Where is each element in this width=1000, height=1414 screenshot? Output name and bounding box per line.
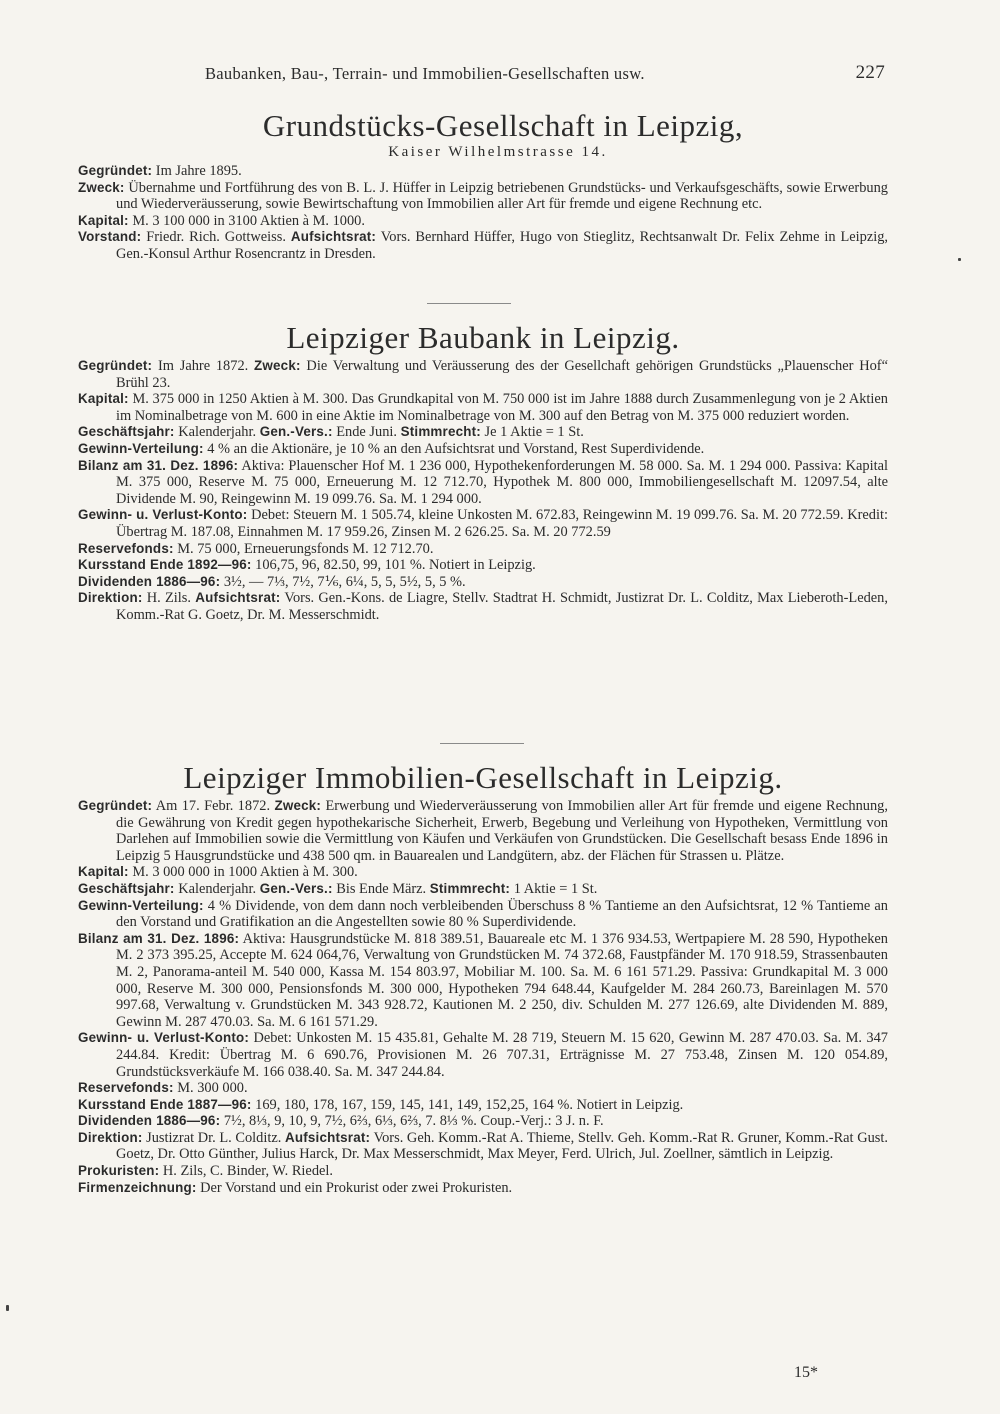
- company-title: Leipziger Baubank in Leipzig.: [286, 320, 680, 355]
- entry-label: Geschäftsjahr:: [78, 880, 175, 896]
- entry-label: Kapital:: [78, 391, 129, 407]
- entry-text: Übernahme und Fortführung des von B. L. J. Hüffer in Leipzig betriebenen Grundstücks- und Verkaufsgeschäfts, sowie Erwerbung und Wiederveräusserung, sowie Bewirtschaftung von Immobilien aller Art für fremde und eigene Rechnung etc.: [116, 179, 888, 213]
- entry-text: Vors. Bernhard Hüffer, Hugo von Stieglitz, Rechtsanwalt Dr. Felix Zehme in Leipzig, Gen.-Konsul Arthur Rosencrantz in Dresden.: [116, 229, 889, 262]
- entry-text: Justizrat Dr. L. Colditz.: [146, 1129, 282, 1146]
- section-divider: [440, 743, 524, 744]
- entry-label: Gegründet:: [78, 358, 153, 373]
- entry-label: Zweck:: [254, 358, 301, 373]
- entry-text: M. 3 100 000 in 3100 Aktien à M. 1000.: [132, 212, 365, 229]
- entry-paragraph: [78, 180, 888, 213]
- entry-paragraph: [78, 424, 888, 441]
- page-header: [205, 62, 885, 86]
- company-address: Kaiser Wilhelmstrasse 14.: [388, 144, 608, 160]
- entry-label: Zweck:: [274, 798, 322, 813]
- entry-paragraph: [78, 1180, 888, 1197]
- entry-text: Aktiva: Hausgrundstücke M. 818 389.51, Bauareale etc M. 1 376 934.53, Wertpapiere M. 28 590, Hypotheken M. 2 373 395.25, Accepte M. 624 064,76, Verwaltung von Grundstücken M. 74 372.68, Faustpfänder M. 170 918.59, Strassenbauten M. 2, Panorama-anteil M. 540 000, Kassa M. 154 803.97, Mobiliar M. 100. Sa. M. 6 161 571.29. Passiva: Grundkapital M. 3 000 000, Reserve M. 300 000, Pensionsfonds M. 300 000, Hypotheken 794 648.44, Kaufgelder M. 284 260.73, Bareinlagen M. 570 997.68, Verwaltung v. Grundstücken M. 343 928.72, Kautionen M. 2 250, div. Schulden M. 277 126.69, alte Dividenden M. 889, Gewinn M. 287 470.03. Sa. M. 6 161 571.29.: [116, 930, 889, 1030]
- entry-label: Zweck:: [78, 179, 125, 195]
- entry-label: Gen.-Vers.:: [259, 880, 333, 896]
- entry-text: Im Jahre 1872.: [157, 358, 249, 374]
- entry-text: Die Verwaltung und Veräusserung des der Gesellchaft gehörigen Grundstücks „Plauenscher Hof“ Brühl 23.: [116, 358, 888, 391]
- entry-label: Prokuristen:: [78, 1163, 160, 1179]
- entry-text: M. 75 000, Erneuerungsfonds M. 12 712.70.: [177, 540, 434, 557]
- entry-label: Kapital:: [78, 864, 129, 880]
- entry-text: 4 % an die Aktionäre, je 10 % an den Aufsichtsrat und Vorstand, Rest Superdividende.: [207, 440, 705, 457]
- entry-paragraph: [78, 1130, 888, 1163]
- entry-text: Kalenderjahr.: [178, 424, 257, 441]
- entry-text: 3½, — 7⅓, 7½, 7⅙, 6¼, 5, 5, 5½, 5, 5 %.: [223, 573, 466, 590]
- article-leipziger-immobilien-gesellschaft: [78, 758, 888, 1196]
- entry-text: Friedr. Rich. Gottweiss.: [146, 229, 286, 246]
- entry-paragraph: [78, 898, 888, 931]
- entry-paragraph: [78, 163, 888, 180]
- entry-text: M. 300 000.: [177, 1080, 248, 1097]
- entry-label: Kursstand Ende 1892—96:: [78, 557, 252, 573]
- article-grundstuecks-gesellschaft: [78, 106, 888, 263]
- entry-label: Gewinn-Verteilung:: [78, 897, 204, 913]
- entry-text: Vors. Gen.-Kons. de Liagre, Stellv. Stadtrat H. Schmidt, Justizrat Dr. L. Colditz, Max Lieberoth-Leden, Komm.-Rat G. Goetz, Dr. M. Messerschmidt.: [116, 590, 888, 623]
- entry-label: Gen.-Vers.:: [259, 424, 333, 440]
- entry-label: Reservefonds:: [78, 540, 174, 556]
- entry-label: Direktion:: [78, 1129, 143, 1145]
- entry-label: Gegründet:: [78, 163, 153, 178]
- entry-label: Kursstand Ende 1887—96:: [78, 1096, 252, 1112]
- entry-paragraph: [78, 507, 888, 540]
- entry-paragraph: [78, 541, 888, 558]
- entry-list: [78, 358, 888, 624]
- entry-paragraph: [78, 229, 888, 262]
- running-header-title: Baubanken, Bau-, Terrain- und Immobilien-Gesellschaften usw.: [205, 64, 645, 83]
- entry-label: Vorstand:: [78, 229, 142, 245]
- entry-list: [78, 163, 888, 263]
- entry-paragraph: [78, 358, 888, 391]
- entry-paragraph: [78, 590, 888, 623]
- entry-label: Aufsichtsrat:: [285, 1129, 371, 1145]
- entry-label: Aufsichtsrat:: [290, 229, 377, 245]
- entry-list: [78, 798, 888, 1196]
- entry-text: Der Vorstand und ein Prokurist oder zwei Prokuristen.: [200, 1179, 513, 1196]
- entry-label: Dividenden 1886—96:: [78, 573, 221, 589]
- entry-text: Ende Juni.: [336, 424, 397, 441]
- entry-label: Gewinn- u. Verlust-Konto:: [78, 507, 248, 523]
- entry-paragraph: [78, 931, 888, 1031]
- entry-paragraph: [78, 1030, 888, 1080]
- entry-text: Debet: Steuern M. 1 505.74, kleine Unkosten M. 672.83, Reingewinn M. 19 099.76. Sa. M. 20 772.59. Kredit: Übertrag M. 187.08, Einnahmen M. 17 959.26, Zinsen M. 2 626.25. Sa. M. 20 772.59: [116, 507, 888, 540]
- entry-paragraph: [78, 458, 888, 508]
- entry-text: Kalenderjahr.: [178, 880, 257, 897]
- entry-label: Aufsichtsrat:: [195, 590, 281, 606]
- entry-text: Debet: Unkosten M. 15 435.81, Gehalte M. 28 719, Steuern M. 15 620, Gewinn M. 287 470.03. Sa. M. 347 244.84. Kredit: Übertrag M. 6 690.76, Provisionen M. 26 707.31, Erträgnisse M. 27 753.48, Zinsen M. 120 054.89, Grundstücksverkäufe M. 166 038.40. Sa. M. 347 244.84.: [116, 1030, 888, 1080]
- entry-paragraph: [78, 557, 888, 574]
- entry-label: Geschäftsjahr:: [78, 424, 175, 440]
- entry-paragraph: [78, 1113, 888, 1130]
- signature-mark: 15*: [794, 1364, 818, 1381]
- entry-label: Bilanz am 31. Dez. 1896:: [78, 457, 239, 473]
- entry-text: Vors. Geh. Komm.-Rat A. Thieme, Stellv. Geh. Komm.-Rat R. Gruner, Komm.-Rat Gust. Goetz, Dr. Otto Günther, Julius Harck, Dr. Max Messerschmidt, Max Meyer, Ferd. Ulrich, Jul. Zoellner, sämtlich in Leipzig.: [116, 1129, 888, 1163]
- entry-text: 7½, 8⅓, 9, 10, 9, 7½, 6⅔, 6⅓, 6⅔, 7. 8⅓ %. Coup.-Verj.: 3 J. n. F.: [223, 1113, 604, 1130]
- entry-text: Aktiva: Plauenscher Hof M. 1 236 000, Hypothekenforderungen M. 58 000. Sa. M. 1 294 000. Passiva: Kapital M. 375 000, Reserve M. 75 000, Erneuerung M. 12 712.70, Hypothek M. 800 000, Immobiliengesellschaft M. 12097.54, alte Dividende M. 90, Reingewinn M. 19 099.76. Sa. M. 1 294 000.: [116, 457, 888, 507]
- entry-label: Stimmrecht:: [400, 424, 481, 440]
- entry-paragraph: [78, 213, 888, 230]
- entry-text: Im Jahre 1895.: [155, 163, 242, 179]
- entry-text: H. Zils, C. Binder, W. Riedel.: [162, 1163, 333, 1180]
- scan-speck: [6, 1305, 9, 1311]
- section-divider: [427, 303, 511, 304]
- entry-label: Firmenzeichnung:: [78, 1179, 197, 1195]
- entry-paragraph: [78, 391, 888, 424]
- entry-text: 169, 180, 178, 167, 159, 145, 141, 149, 152,25, 164 %. Notiert in Leipzig.: [255, 1096, 684, 1113]
- scan-speck: [958, 258, 961, 261]
- entry-label: Reservefonds:: [78, 1080, 174, 1096]
- entry-label: Dividenden 1886—96:: [78, 1113, 221, 1129]
- entry-text: 4 % Dividende, von dem dann noch verbleibenden Überschuss 8 % Tantieme an den Aufsichtsrat, 12 % Tantieme an den Vorstand und Gratifikation an die Angestellten sowie 80 % Superdividende.: [116, 897, 888, 931]
- entry-text: Je 1 Aktie = 1 St.: [484, 424, 584, 441]
- entry-text: 106,75, 96, 82.50, 99, 101 %. Notiert in Leipzig.: [255, 557, 536, 574]
- entry-label: Gegründet:: [78, 798, 153, 813]
- entry-label: Stimmrecht:: [429, 880, 511, 896]
- entry-label: Direktion:: [78, 590, 143, 606]
- article-leipziger-baubank: [78, 318, 888, 624]
- entry-paragraph: [78, 1097, 888, 1114]
- entry-text: 1 Aktie = 1 St.: [513, 880, 598, 897]
- entry-text: Am 17. Febr. 1872.: [155, 798, 271, 814]
- page-number: 227: [855, 62, 885, 83]
- entry-text: M. 375 000 in 1250 Aktien à M. 300. Das Grundkapital von M. 750 000 ist im Jahre 1888 durch Zusammenlegung von je 2 Aktien im Nominalbetrage von M. 600 in eine Aktie im Nominalbetrage von M. 300 auf den Betrag von M. 375 000 reduziert worden.: [116, 391, 888, 424]
- entry-label: Kapital:: [78, 212, 129, 228]
- entry-paragraph: [78, 864, 888, 881]
- entry-text: H. Zils.: [146, 590, 191, 607]
- company-title: Leipziger Immobilien-Gesellschaft in Leipzig.: [183, 760, 783, 795]
- entry-label: Gewinn-Verteilung:: [78, 440, 204, 456]
- entry-label: Bilanz am 31. Dez. 1896:: [78, 930, 240, 946]
- entry-label: Gewinn- u. Verlust-Konto:: [78, 1030, 250, 1046]
- entry-paragraph: [78, 798, 888, 864]
- entry-paragraph: [78, 574, 888, 591]
- company-title: Grundstücks-Gesellschaft in Leipzig,: [262, 108, 744, 143]
- entry-paragraph: [78, 881, 888, 898]
- entry-text: M. 3 000 000 in 1000 Aktien à M. 300.: [132, 864, 358, 881]
- entry-text: Erwerbung und Wiederveräusserung von Immobilien aller Art für fremde und eigene Rechnung, die Gewährung von Kredit gegen hypothekarische Sicherheit, Erwerb, Begebung und Verleihung von Hypotheken, Vermittlung von Darlehen auf Immobilien sowie die Vermittlung von Käufen und Verkäufen von Grundstücken. Die Gesellschaft besass Ende 1896 in Leipzig 5 Hausgrundstücke und 438 500 qm. in Bauarealen und Landgütern, abz. der Flächen für Strassen u. Plätze.: [116, 798, 888, 864]
- entry-text: Bis Ende März.: [336, 880, 427, 897]
- entry-paragraph: [78, 1080, 888, 1097]
- entry-paragraph: [78, 1163, 888, 1180]
- entry-paragraph: [78, 441, 888, 458]
